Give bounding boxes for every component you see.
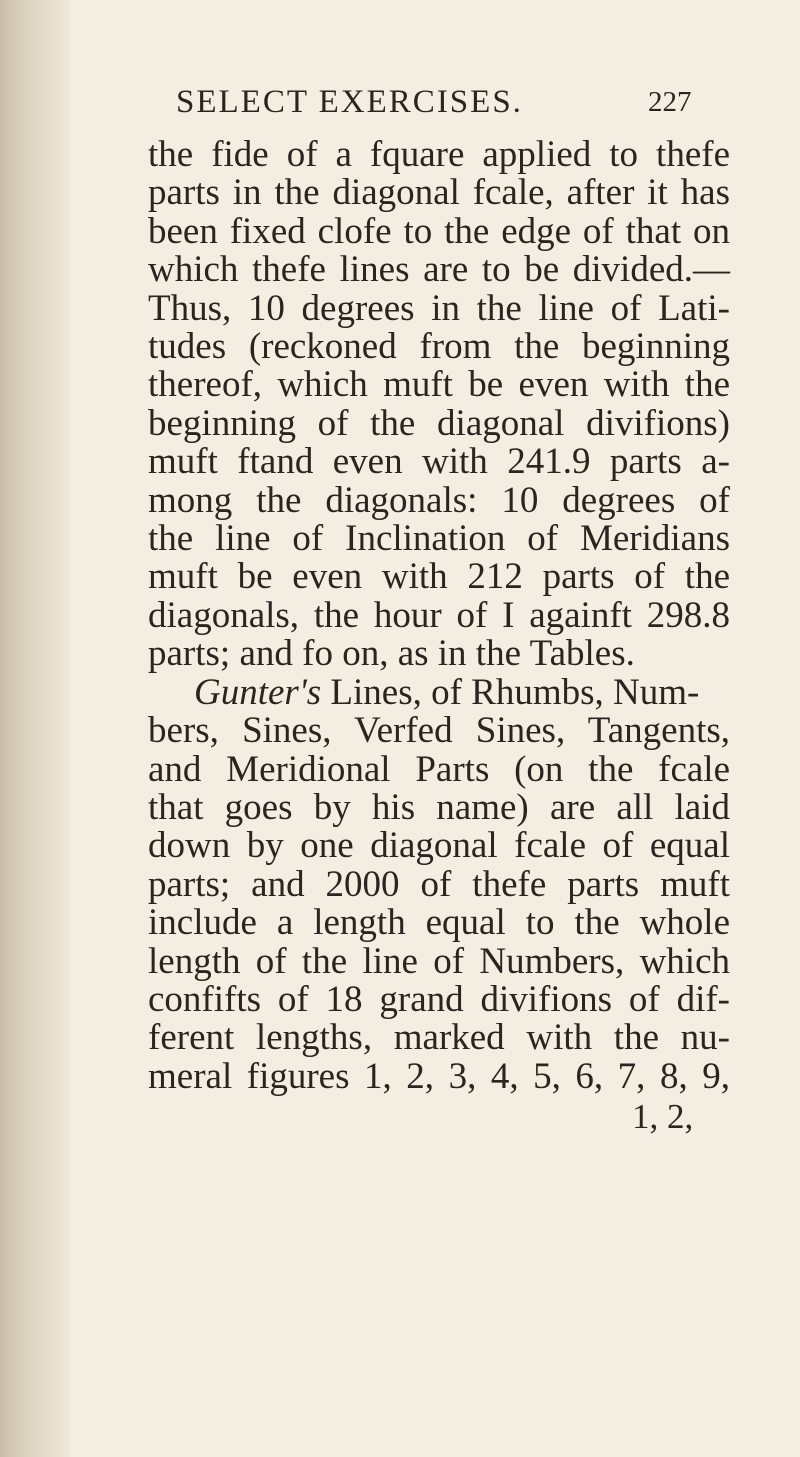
text-line: been fixed clofe to the edge of that on: [148, 210, 730, 252]
text-line: and Meridional Parts (on the fcale: [148, 748, 730, 790]
text-line: beginning of the diagonal divifions): [148, 402, 730, 444]
page-gutter-shadow: [0, 0, 70, 1457]
italic-lead: Gunter's: [194, 671, 322, 713]
body-text: [148, 136, 730, 1096]
text-line: mong the diagonals: 10 degrees of: [148, 479, 730, 521]
paragraph-first-line: [148, 671, 730, 713]
text-line: parts in the diagonal fcale, after it has: [148, 172, 730, 214]
text-line: down by one diagonal fcale of equal: [148, 825, 730, 867]
text-line: the line of Inclination of Meridians: [148, 518, 730, 560]
text-line: Thus, 10 degrees in the line of Lati-: [148, 287, 730, 329]
text-line: bers, Sines, Verfed Sines, Tangents,: [148, 710, 730, 752]
page-number: 227: [648, 86, 692, 118]
text-line: muft ftand even with 241.9 parts a-: [148, 441, 730, 483]
first-line-rest: Lines, of Rhumbs, Num-: [321, 671, 700, 713]
text-line: parts; and fo on, as in the Tables.: [148, 633, 635, 675]
text-line: confifts of 18 grand divifions of dif-: [148, 978, 730, 1020]
text-line: muft be even with 212 parts of the: [148, 556, 730, 598]
text-line: thereof, which muft be even with the: [148, 364, 730, 406]
text-line: length of the line of Numbers, which: [148, 940, 730, 982]
text-line: parts; and 2000 of thefe parts muft: [148, 863, 730, 905]
text-line: which thefe lines are to be divided.—: [148, 249, 730, 291]
text-line: meral figures 1, 2, 3, 4, 5, 6, 7, 8, 9,: [148, 1055, 730, 1097]
catchword: 1, 2,: [632, 1097, 694, 1136]
text-line: include a length equal to the whole: [148, 902, 730, 944]
text-line: the fide of a fquare applied to thefe: [148, 134, 730, 175]
text-line: tudes (reckoned from the beginning: [148, 326, 730, 368]
running-head: SELECT EXERCISES.: [176, 84, 523, 120]
page-header: [176, 84, 716, 130]
text-line: ferent lengths, marked with the nu-: [148, 1017, 730, 1059]
text-line: diagonals, the hour of I againft 298.8: [148, 594, 730, 636]
text-line: that goes by his name) are all laid: [148, 786, 730, 828]
